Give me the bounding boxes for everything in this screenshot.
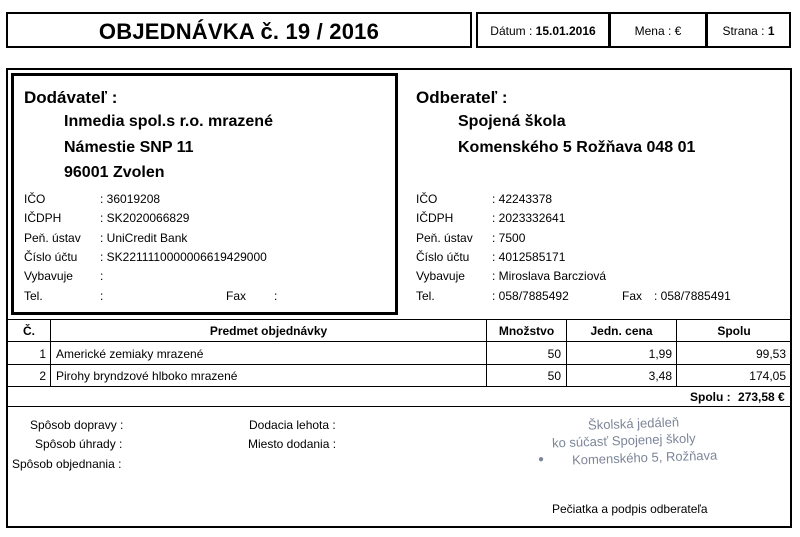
- customer-heading: Odberateľ :: [416, 88, 508, 107]
- page-box: [706, 12, 791, 48]
- customer-handler-value: : Miroslava Barcziová: [492, 269, 607, 283]
- row-1-total: 99,53: [755, 347, 786, 361]
- table-top-line: [7, 319, 791, 320]
- row-1-price: 1,99: [648, 347, 672, 361]
- transport-label: Spôsob dopravy :: [30, 418, 124, 432]
- table-bottom-line: [7, 406, 791, 407]
- customer-bank-label: Peň. ústav: [416, 231, 473, 245]
- customer-tel-value: : 058/7885492: [492, 289, 569, 303]
- row-2-price: 3,48: [648, 369, 672, 383]
- customer-handler-label: Vybavuje: [416, 269, 465, 283]
- col-header-item: Predmet objednávky: [209, 324, 328, 338]
- customer-fax-value: : 058/7885491: [654, 289, 731, 303]
- col-header-qty: Množstvo: [498, 324, 555, 338]
- customer-fax-label: Fax: [622, 289, 643, 303]
- payment-label: Spôsob úhrady :: [35, 437, 123, 451]
- supplier-ico-label: IČO: [24, 192, 46, 206]
- title-box: [6, 12, 472, 48]
- signature-label: Pečiatka a podpis odberateľa: [552, 502, 708, 516]
- supplier-account-label: Číslo účtu: [24, 250, 78, 264]
- document-title: OBJEDNÁVKA č. 19 / 2016: [98, 19, 380, 44]
- date-box: [476, 12, 610, 48]
- order-method-label: Spôsob objednania :: [12, 457, 122, 471]
- currency-label: Mena :: [634, 24, 672, 38]
- delivery-place-label: Miesto dodania :: [248, 437, 337, 451]
- school-stamp: [530, 414, 760, 474]
- sum-value: 273,58 €: [738, 390, 785, 404]
- table-header-line: [7, 341, 791, 342]
- stamp-line-3: Komenského 5, Rožňava: [571, 447, 718, 468]
- row-2-qty: 50: [547, 369, 561, 383]
- sum-label: Spolu :: [690, 390, 731, 404]
- page-value: 1: [767, 24, 775, 38]
- col-header-total: Spolu: [717, 324, 751, 338]
- sum-row: [690, 390, 785, 404]
- supplier-icdph-value: : SK2020066829: [100, 211, 190, 225]
- stamp-line-1: Školská jedáleň: [587, 414, 680, 433]
- date-value: 15.01.2016: [535, 24, 596, 38]
- supplier-account-value: : SK2211110000006619429000: [100, 250, 267, 264]
- table-row-line: [7, 364, 791, 365]
- supplier-fax-value: :: [274, 289, 278, 303]
- row-2-item: Pirohy bryndzové hlboko mrazené: [56, 369, 238, 383]
- supplier-handler-label: Vybavuje: [24, 269, 73, 283]
- customer-name: Spojená škola: [458, 113, 566, 130]
- supplier-name: Inmedia spol.s r.o. mrazené: [64, 113, 273, 130]
- customer-ico-label: IČO: [416, 192, 438, 206]
- customer-tel-label: Tel.: [416, 289, 435, 303]
- supplier-heading: Dodávateľ :: [24, 88, 118, 107]
- customer-street: Komenského 5 Rožňava 048 01: [458, 139, 696, 156]
- row-1-qty: 50: [547, 347, 561, 361]
- row-1-no: 1: [39, 347, 46, 361]
- page-label: Strana :: [722, 24, 765, 38]
- supplier-fax-label: Fax: [226, 289, 247, 303]
- currency-value: €: [674, 24, 682, 38]
- customer-bank-value: : 7500: [492, 231, 526, 245]
- row-2-total: 174,05: [749, 369, 786, 383]
- row-2-no: 2: [39, 369, 46, 383]
- stamp-line-2: ko súčasť Spojenej školy: [551, 430, 696, 451]
- supplier-ico-value: : 36019208: [100, 192, 161, 206]
- col-header-no: Č.: [23, 324, 35, 338]
- customer-icdph-value: : 2023332641: [492, 211, 566, 225]
- customer-account-label: Číslo účtu: [416, 250, 470, 264]
- supplier-street: Námestie SNP 11: [64, 139, 194, 156]
- supplier-handler-value: :: [100, 269, 104, 283]
- col-header-price: Jedn. cena: [590, 324, 653, 338]
- stamp-dot-icon: ●: [538, 454, 545, 465]
- date-label: Dátum :: [490, 24, 533, 38]
- row-1-item: Americké zemiaky mrazené: [56, 347, 204, 361]
- supplier-city: 96001 Zvolen: [64, 164, 165, 181]
- table-row-line: [7, 386, 791, 387]
- customer-account-value: : 4012585171: [492, 250, 566, 264]
- delivery-time-label: Dodacia lehota :: [249, 418, 336, 432]
- supplier-tel-value: :: [100, 289, 104, 303]
- supplier-icdph-label: IČDPH: [24, 211, 62, 225]
- supplier-bank-value: : UniCredit Bank: [100, 231, 188, 245]
- currency-box: [609, 12, 707, 48]
- supplier-tel-label: Tel.: [24, 289, 43, 303]
- customer-ico-value: : 42243378: [492, 192, 553, 206]
- supplier-bank-label: Peň. ústav: [24, 231, 81, 245]
- customer-icdph-label: IČDPH: [416, 211, 454, 225]
